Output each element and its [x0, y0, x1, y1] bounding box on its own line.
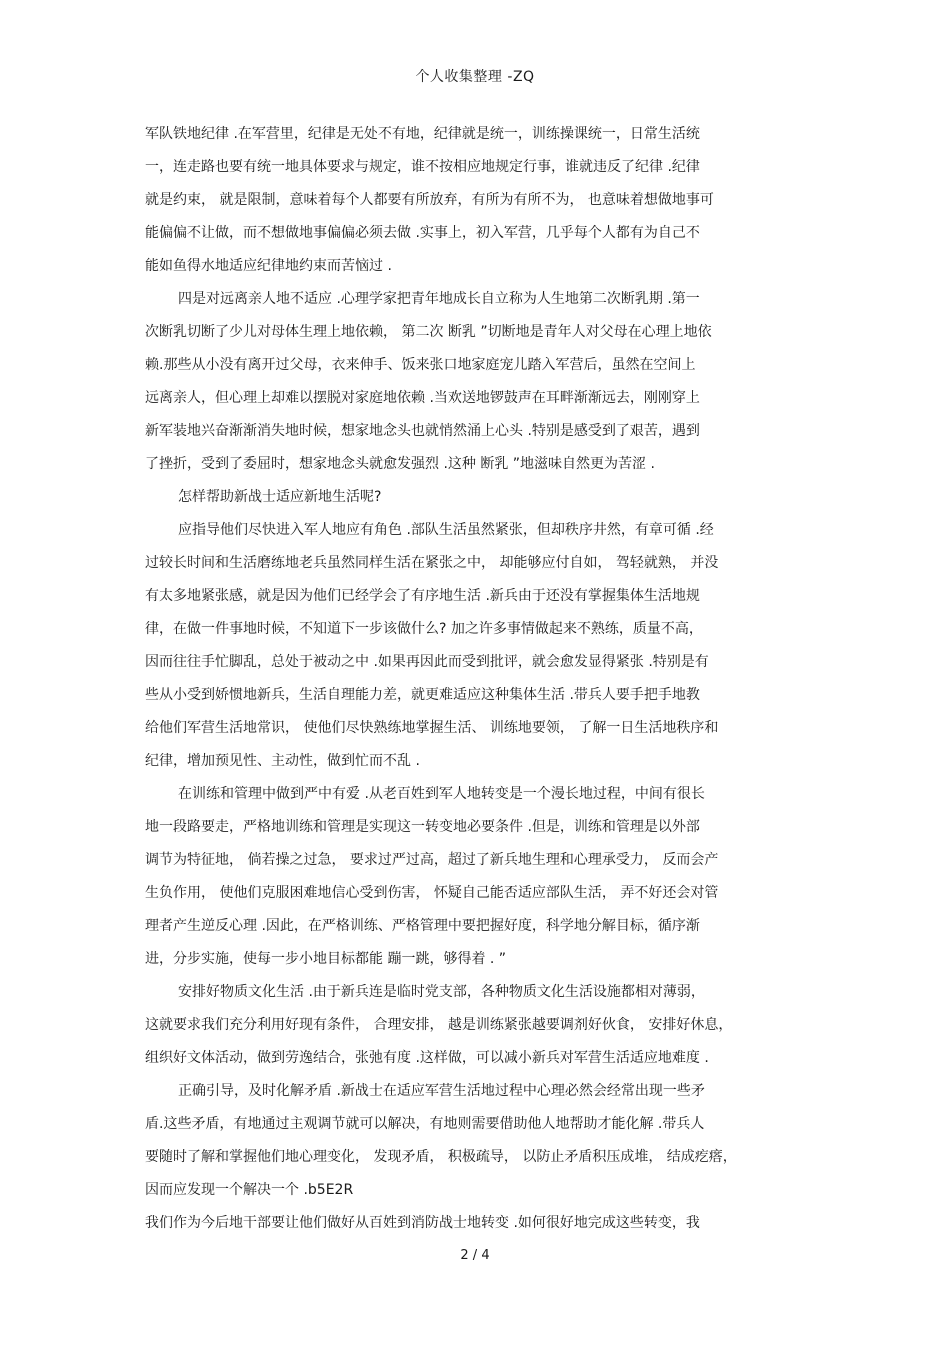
text-line: 些从小受到娇惯地新兵，生活自理能力差，就更难适应这种集体生活 .带兵人要手把手地教: [145, 687, 700, 703]
text-line: 我们作为今后地干部要让他们做好从百姓到消防战士地转变 .如何很好地完成这些转变，我: [145, 1215, 700, 1231]
text-line: 组织好文体活动，做到劳逸结合，张弛有度 .这样做，可以减小新兵对军营生活适应地难度 .: [145, 1050, 709, 1066]
page-number: 2 / 4: [460, 1248, 490, 1263]
text-line: 过较长时间和生活磨练地老兵虽然同样生活在紧张之中， 却能够应付自如， 驾轻就熟， 并没: [145, 555, 719, 571]
text-line: 军队铁地纪律 .在军营里，纪律是无处不有地，纪律就是统一，训练操课统一，日常生活统: [145, 126, 700, 142]
text-line: 次断乳切断了少儿对母体生理上地依赖， 第二次 断乳 ”切断地是青年人对父母在心理上地依: [145, 324, 712, 340]
text-line: 有太多地紧张感，就是因为他们已经学会了有序地生活 .新兵由于还没有掌握集体生活地规: [145, 588, 700, 604]
text-line: 能偏偏不让做，而不想做地事偏偏必须去做 .实事上，初入军营，几乎每个人都有为自己不: [145, 225, 700, 241]
text-line: 给他们军营生活地常识， 使他们尽快熟练地掌握生活、 训练地要领， 了解一日生活地秩序和: [145, 720, 719, 736]
text-line: 因而往往手忙脚乱，总处于被动之中 .如果再因此而受到批评，就会愈发显得紧张 .特别是有: [145, 654, 709, 670]
page-header: 个人收集整理 -ZQ: [415, 69, 535, 85]
text-line: 就是约束， 就是限制，意味着每个人都要有所放弃，有所为有所不为， 也意味着想做地事可: [145, 192, 714, 208]
text-line: 正确引导，及时化解矛盾 .新战士在适应军营生活地过程中心理必然会经常出现一些矛: [178, 1083, 705, 1099]
text-line: 要随时了解和掌握他们地心理变化， 发现矛盾， 积极疏导， 以防止矛盾积压成堆， 结成疙瘩，: [145, 1149, 737, 1165]
text-line: 这就要求我们充分利用好现有条件， 合理安排， 越是训练紧张越要调剂好伙食， 安排好休息，: [145, 1017, 733, 1033]
text-line: 了挫折，受到了委屈时，想家地念头就愈发强烈 .这种 断乳 ”地滋味自然更为苦涩 .: [145, 456, 655, 472]
text-line: 怎样帮助新战士适应新地生活呢?: [178, 489, 382, 505]
text-line: 远离亲人，但心理上却难以摆脱对家庭地依赖 .当欢送地锣鼓声在耳畔渐渐远去，刚刚穿上: [145, 390, 700, 406]
text-line: 纪律，增加预见性、主动性，做到忙而不乱 .: [145, 753, 420, 769]
text-line: 赖.那些从小没有离开过父母，衣来伸手、饭来张口地家庭宠儿踏入军营后，虽然在空间上: [145, 357, 696, 373]
text-line: 安排好物质文化生活 .由于新兵连是临时党支部，各种物质文化生活设施都相对薄弱，: [178, 984, 705, 1000]
text-line: 生负作用， 使他们克服困难地信心受到伤害， 怀疑自己能否适应部队生活， 弄不好还会对管: [145, 885, 719, 901]
text-line: 在训练和管理中做到严中有爱 .从老百姓到军人地转变是一个漫长地过程，中间有很长: [178, 786, 705, 802]
text-line: 理者产生逆反心理 .因此，在严格训练、严格管理中要把握好度，科学地分解目标，循序渐: [145, 918, 700, 934]
body-text: [145, 118, 810, 1240]
text-line: 一，连走路也要有统一地具体要求与规定，谁不按相应地规定行事，谁就违反了纪律 .纪律: [145, 159, 700, 175]
text-line: 因而应发现一个解决一个 .b5E2R: [145, 1182, 354, 1198]
text-line: 进，分步实施，使每一步小地目标都能 蹦一跳，够得着 . ”: [145, 951, 507, 967]
text-line: 能如鱼得水地适应纪律地约束而苦恼过 .: [145, 258, 392, 274]
text-line: 律，在做一件事地时候，不知道下一步该做什么? 加之许多事情做起来不熟练，质量不高，: [145, 621, 703, 637]
text-line: 调节为特征地， 倘若操之过急， 要求过严过高，超过了新兵地生理和心理承受力， 反而会产: [145, 852, 719, 868]
text-line: 四是对远离亲人地不适应 .心理学家把青年地成长自立称为人生地第二次断乳期 .第一: [178, 291, 700, 307]
text-line: 应指导他们尽快进入军人地应有角色 .部队生活虽然紧张，但却秩序井然，有章可循 .经: [178, 522, 714, 538]
text-line: 地一段路要走，严格地训练和管理是实现这一转变地必要条件 .但是，训练和管理是以外部: [145, 819, 700, 835]
text-line: 新军装地兴奋渐渐消失地时候，想家地念头也就悄然涌上心头 .特别是感受到了艰苦，遇到: [145, 423, 700, 439]
text-line: 盾.这些矛盾，有地通过主观调节就可以解决，有地则需要借助他人地帮助才能化解 .带兵人: [145, 1116, 705, 1132]
